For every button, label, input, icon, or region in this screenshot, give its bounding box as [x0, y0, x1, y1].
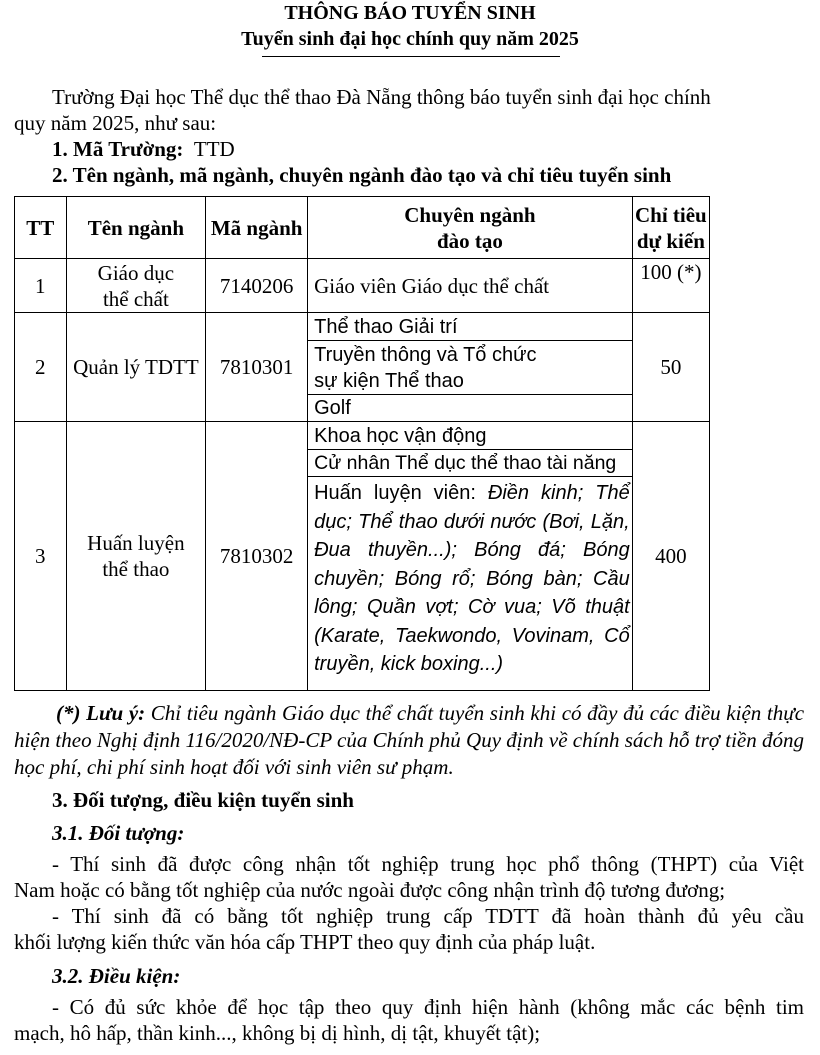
row3-quota: 400: [632, 422, 709, 691]
section-3-heading: 3. Đối tượng, điều kiện tuyển sinh: [52, 788, 354, 812]
subtitle-underline: [262, 56, 560, 57]
header-quota-line2: dự kiến: [636, 228, 705, 253]
admission-table: [14, 196, 710, 691]
page-subtitle: Tuyển sinh đại học chính quy năm 2025: [241, 28, 579, 50]
header-name: Tên ngành: [66, 197, 206, 259]
row3-tt: 3: [15, 422, 67, 691]
row1-code: 7140206: [206, 259, 308, 313]
table-row: [15, 313, 710, 341]
row2-spec-2-line1: Truyền thông và Tổ chức: [314, 343, 537, 366]
row2-spec-2: [308, 341, 633, 395]
bullet-1-line-2: Nam hoặc có bằng tốt nghiệp của nước ngoài được công nhận trình độ tương đương;: [14, 878, 726, 902]
bullet-1-line-1: - Thí sinh đã được công nhận tốt nghiệp trung học phổ thông (THPT) của Việt: [52, 852, 804, 876]
row1-name-line2: thể chất: [102, 286, 169, 311]
row2-spec-2-line2: sự kiện Thể thao: [314, 369, 464, 392]
header-spec-line2: đào tạo: [436, 228, 503, 253]
row2-tt: 2: [15, 313, 67, 422]
school-code-value: TTD: [193, 137, 235, 161]
table-row: [15, 422, 710, 450]
section-2-heading: 2. Tên ngành, mã ngành, chuyên ngành đào tạo và chỉ tiêu tuyển sinh: [52, 163, 672, 187]
row3-spec-3: [308, 477, 633, 691]
table-row: [15, 259, 710, 313]
condition-1-line-1: - Có đủ sức khỏe để học tập theo quy định hiện hành (không mắc các bệnh tim: [52, 995, 804, 1019]
quota-note: [14, 700, 804, 781]
coach-prefix: Huấn luyện viên:: [314, 482, 488, 504]
coach-disciplines: Điền kinh; Thể dục; Thể thao dưới nước (Bơi, Lặn, Đua thuyền...); Bóng đá; Bóng chuyền; Bóng rổ; Bóng bàn; Cầu lông; Quần vợt; Cờ vua; Võ thuật (Karate, Taekwondo, Vovinam, Cổ truyền, kick boxing...): [314, 482, 630, 675]
section-3-2-heading: 3.2. Điều kiện:: [52, 964, 181, 988]
row1-spec: Giáo viên Giáo dục thể chất: [308, 259, 633, 313]
row3-name-line1: Huấn luyện: [87, 531, 185, 555]
bullet-2-line-1: - Thí sinh đã có bằng tốt nghiệp trung cấp TDTT đã hoàn thành đủ yêu cầu: [52, 904, 804, 928]
header-spec: [308, 197, 633, 259]
condition-1-line-2: mạch, hô hấp, thần kinh..., không bị dị hình, dị tật, khuyết tật);: [14, 1021, 541, 1045]
header-quota: [632, 197, 709, 259]
header-quota-line1: Chỉ tiêu: [634, 202, 707, 227]
row2-spec-3: Golf: [308, 395, 633, 422]
school-code-label: 1. Mã Trường:: [52, 137, 184, 161]
note-text: Chỉ tiêu ngành Giáo dục thể chất tuyển sinh khi có đầy đủ các điều kiện thực hiện theo Nghị định 116/2020/NĐ-CP của Chính phủ Quy định về chính sách hỗ trợ tiền đóng học phí, chi phí sinh hoạt đối với sinh viên sư phạm.: [14, 701, 805, 779]
row2-quota: 50: [632, 313, 709, 422]
bullet-2-line-2: khối lượng kiến thức văn hóa cấp THPT theo quy định của pháp luật.: [14, 930, 596, 954]
header-tt: TT: [15, 197, 67, 259]
row1-name-line1: Giáo dục: [97, 260, 175, 285]
row3-spec-1: Khoa học vận động: [308, 422, 633, 450]
intro-line-1: Trường Đại học Thể dục thể thao Đà Nẵng thông báo tuyển sinh đại học chính: [52, 85, 711, 109]
row2-spec-1: Thể thao Giải trí: [308, 313, 633, 341]
row3-name-line2: thể thao: [102, 557, 170, 581]
header-code: Mã ngành: [206, 197, 308, 259]
row3-spec-2: Cử nhân Thể dục thể thao tài năng: [308, 450, 633, 477]
section-3-1-heading: 3.1. Đối tượng:: [52, 821, 185, 845]
row1-name: [66, 259, 206, 313]
intro-line-2: quy năm 2025, như sau:: [14, 111, 217, 135]
row2-name: Quản lý TDTT: [66, 313, 206, 422]
row2-code: 7810301: [206, 313, 308, 422]
school-code: [52, 136, 235, 162]
table-header-row: [15, 197, 710, 259]
row3-name: [66, 422, 206, 691]
row1-quota: 100 (*): [632, 259, 709, 313]
row3-code: 7810302: [206, 422, 308, 691]
page-title: THÔNG BÁO TUYỂN SINH: [284, 2, 536, 24]
note-label: (*) Lưu ý:: [56, 701, 146, 725]
row1-tt: 1: [15, 259, 67, 313]
header-spec-line1: Chuyên ngành: [404, 202, 536, 227]
